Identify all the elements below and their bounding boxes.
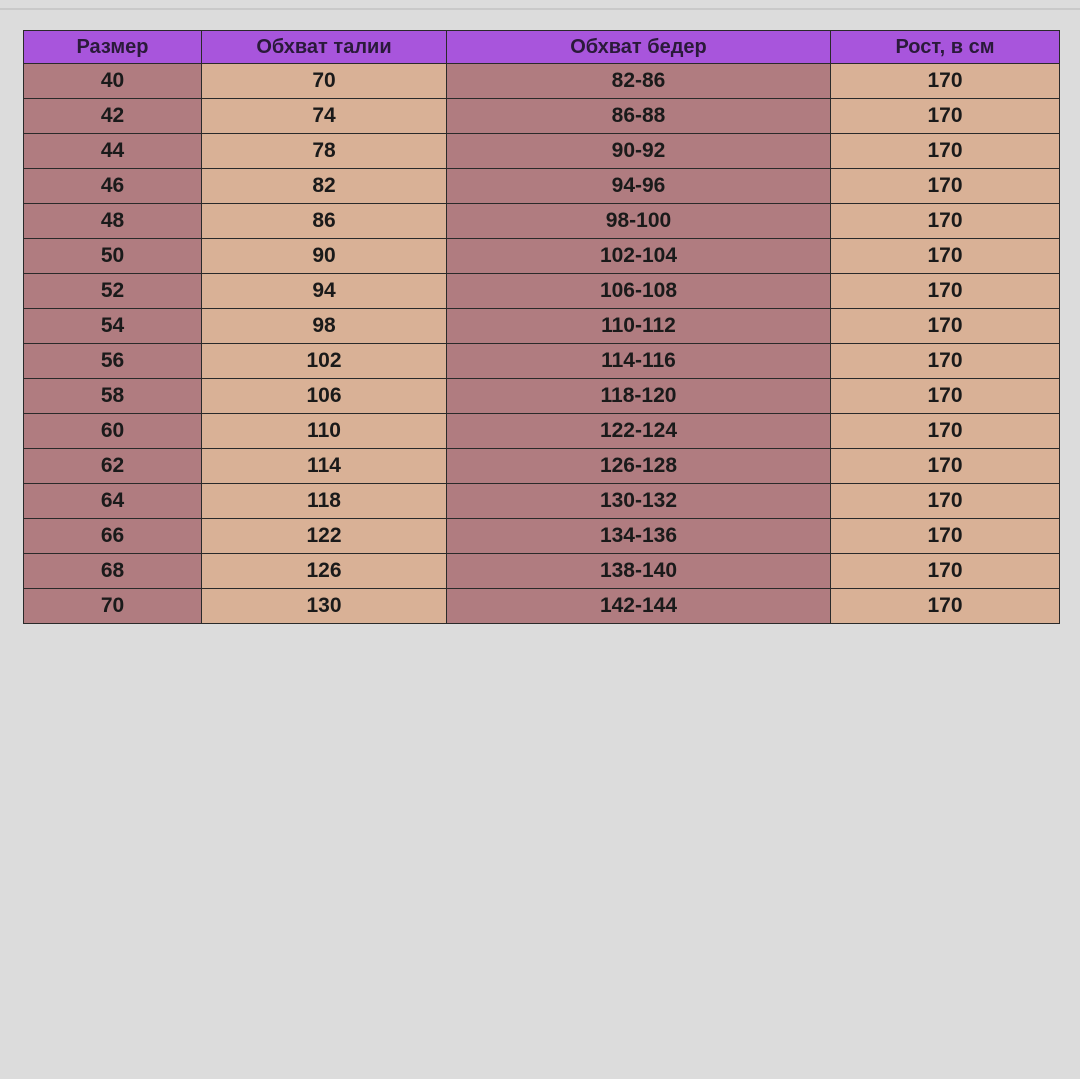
- cell-hips: 138-140: [447, 554, 831, 589]
- cell-size: 68: [24, 554, 202, 589]
- header-size: Размер: [24, 31, 202, 64]
- cell-height: 170: [831, 204, 1060, 239]
- cell-size: 62: [24, 449, 202, 484]
- cell-height: 170: [831, 239, 1060, 274]
- cell-waist: 98: [202, 309, 447, 344]
- table-body: [24, 64, 1060, 624]
- table-row: [24, 589, 1060, 624]
- cell-waist: 78: [202, 134, 447, 169]
- header-row: [24, 31, 1060, 64]
- cell-waist: 74: [202, 99, 447, 134]
- cell-size: 50: [24, 239, 202, 274]
- cell-hips: 106-108: [447, 274, 831, 309]
- cell-size: 44: [24, 134, 202, 169]
- table-row: [24, 99, 1060, 134]
- cell-height: 170: [831, 99, 1060, 134]
- cell-waist: 122: [202, 519, 447, 554]
- cell-hips: 142-144: [447, 589, 831, 624]
- cell-height: 170: [831, 484, 1060, 519]
- cell-size: 52: [24, 274, 202, 309]
- table-row: [24, 554, 1060, 589]
- cell-hips: 134-136: [447, 519, 831, 554]
- table-row: [24, 239, 1060, 274]
- cell-height: 170: [831, 344, 1060, 379]
- cell-waist: 118: [202, 484, 447, 519]
- cell-height: 170: [831, 519, 1060, 554]
- cell-hips: 126-128: [447, 449, 831, 484]
- cell-hips: 90-92: [447, 134, 831, 169]
- cell-size: 48: [24, 204, 202, 239]
- table-row: [24, 379, 1060, 414]
- cell-size: 42: [24, 99, 202, 134]
- table-row: [24, 309, 1060, 344]
- cell-height: 170: [831, 589, 1060, 624]
- cell-height: 170: [831, 134, 1060, 169]
- cell-hips: 94-96: [447, 169, 831, 204]
- cell-size: 56: [24, 344, 202, 379]
- header-waist: Обхват талии: [202, 31, 447, 64]
- cell-height: 170: [831, 414, 1060, 449]
- cell-hips: 110-112: [447, 309, 831, 344]
- cell-size: 54: [24, 309, 202, 344]
- cell-size: 40: [24, 64, 202, 99]
- cell-waist: 106: [202, 379, 447, 414]
- header-hips: Обхват бедер: [447, 31, 831, 64]
- cell-hips: 86-88: [447, 99, 831, 134]
- table-row: [24, 344, 1060, 379]
- cell-size: 70: [24, 589, 202, 624]
- cell-size: 46: [24, 169, 202, 204]
- cell-hips: 118-120: [447, 379, 831, 414]
- table-row: [24, 134, 1060, 169]
- cell-height: 170: [831, 379, 1060, 414]
- cell-hips: 114-116: [447, 344, 831, 379]
- cell-waist: 114: [202, 449, 447, 484]
- top-divider: [0, 8, 1080, 10]
- cell-waist: 82: [202, 169, 447, 204]
- cell-waist: 130: [202, 589, 447, 624]
- cell-size: 66: [24, 519, 202, 554]
- cell-size: 58: [24, 379, 202, 414]
- cell-hips: 122-124: [447, 414, 831, 449]
- cell-size: 60: [24, 414, 202, 449]
- cell-height: 170: [831, 274, 1060, 309]
- cell-hips: 82-86: [447, 64, 831, 99]
- cell-waist: 110: [202, 414, 447, 449]
- cell-waist: 86: [202, 204, 447, 239]
- table-row: [24, 449, 1060, 484]
- table-row: [24, 414, 1060, 449]
- table-row: [24, 64, 1060, 99]
- cell-waist: 90: [202, 239, 447, 274]
- cell-height: 170: [831, 309, 1060, 344]
- cell-hips: 130-132: [447, 484, 831, 519]
- table-row: [24, 204, 1060, 239]
- cell-hips: 98-100: [447, 204, 831, 239]
- cell-waist: 94: [202, 274, 447, 309]
- size-chart-table: [23, 30, 1060, 624]
- cell-height: 170: [831, 64, 1060, 99]
- header-height: Рост, в см: [831, 31, 1060, 64]
- cell-height: 170: [831, 449, 1060, 484]
- table-row: [24, 519, 1060, 554]
- cell-waist: 70: [202, 64, 447, 99]
- table-row: [24, 274, 1060, 309]
- cell-size: 64: [24, 484, 202, 519]
- cell-waist: 102: [202, 344, 447, 379]
- cell-height: 170: [831, 169, 1060, 204]
- table-row: [24, 169, 1060, 204]
- cell-height: 170: [831, 554, 1060, 589]
- cell-hips: 102-104: [447, 239, 831, 274]
- cell-waist: 126: [202, 554, 447, 589]
- table-row: [24, 484, 1060, 519]
